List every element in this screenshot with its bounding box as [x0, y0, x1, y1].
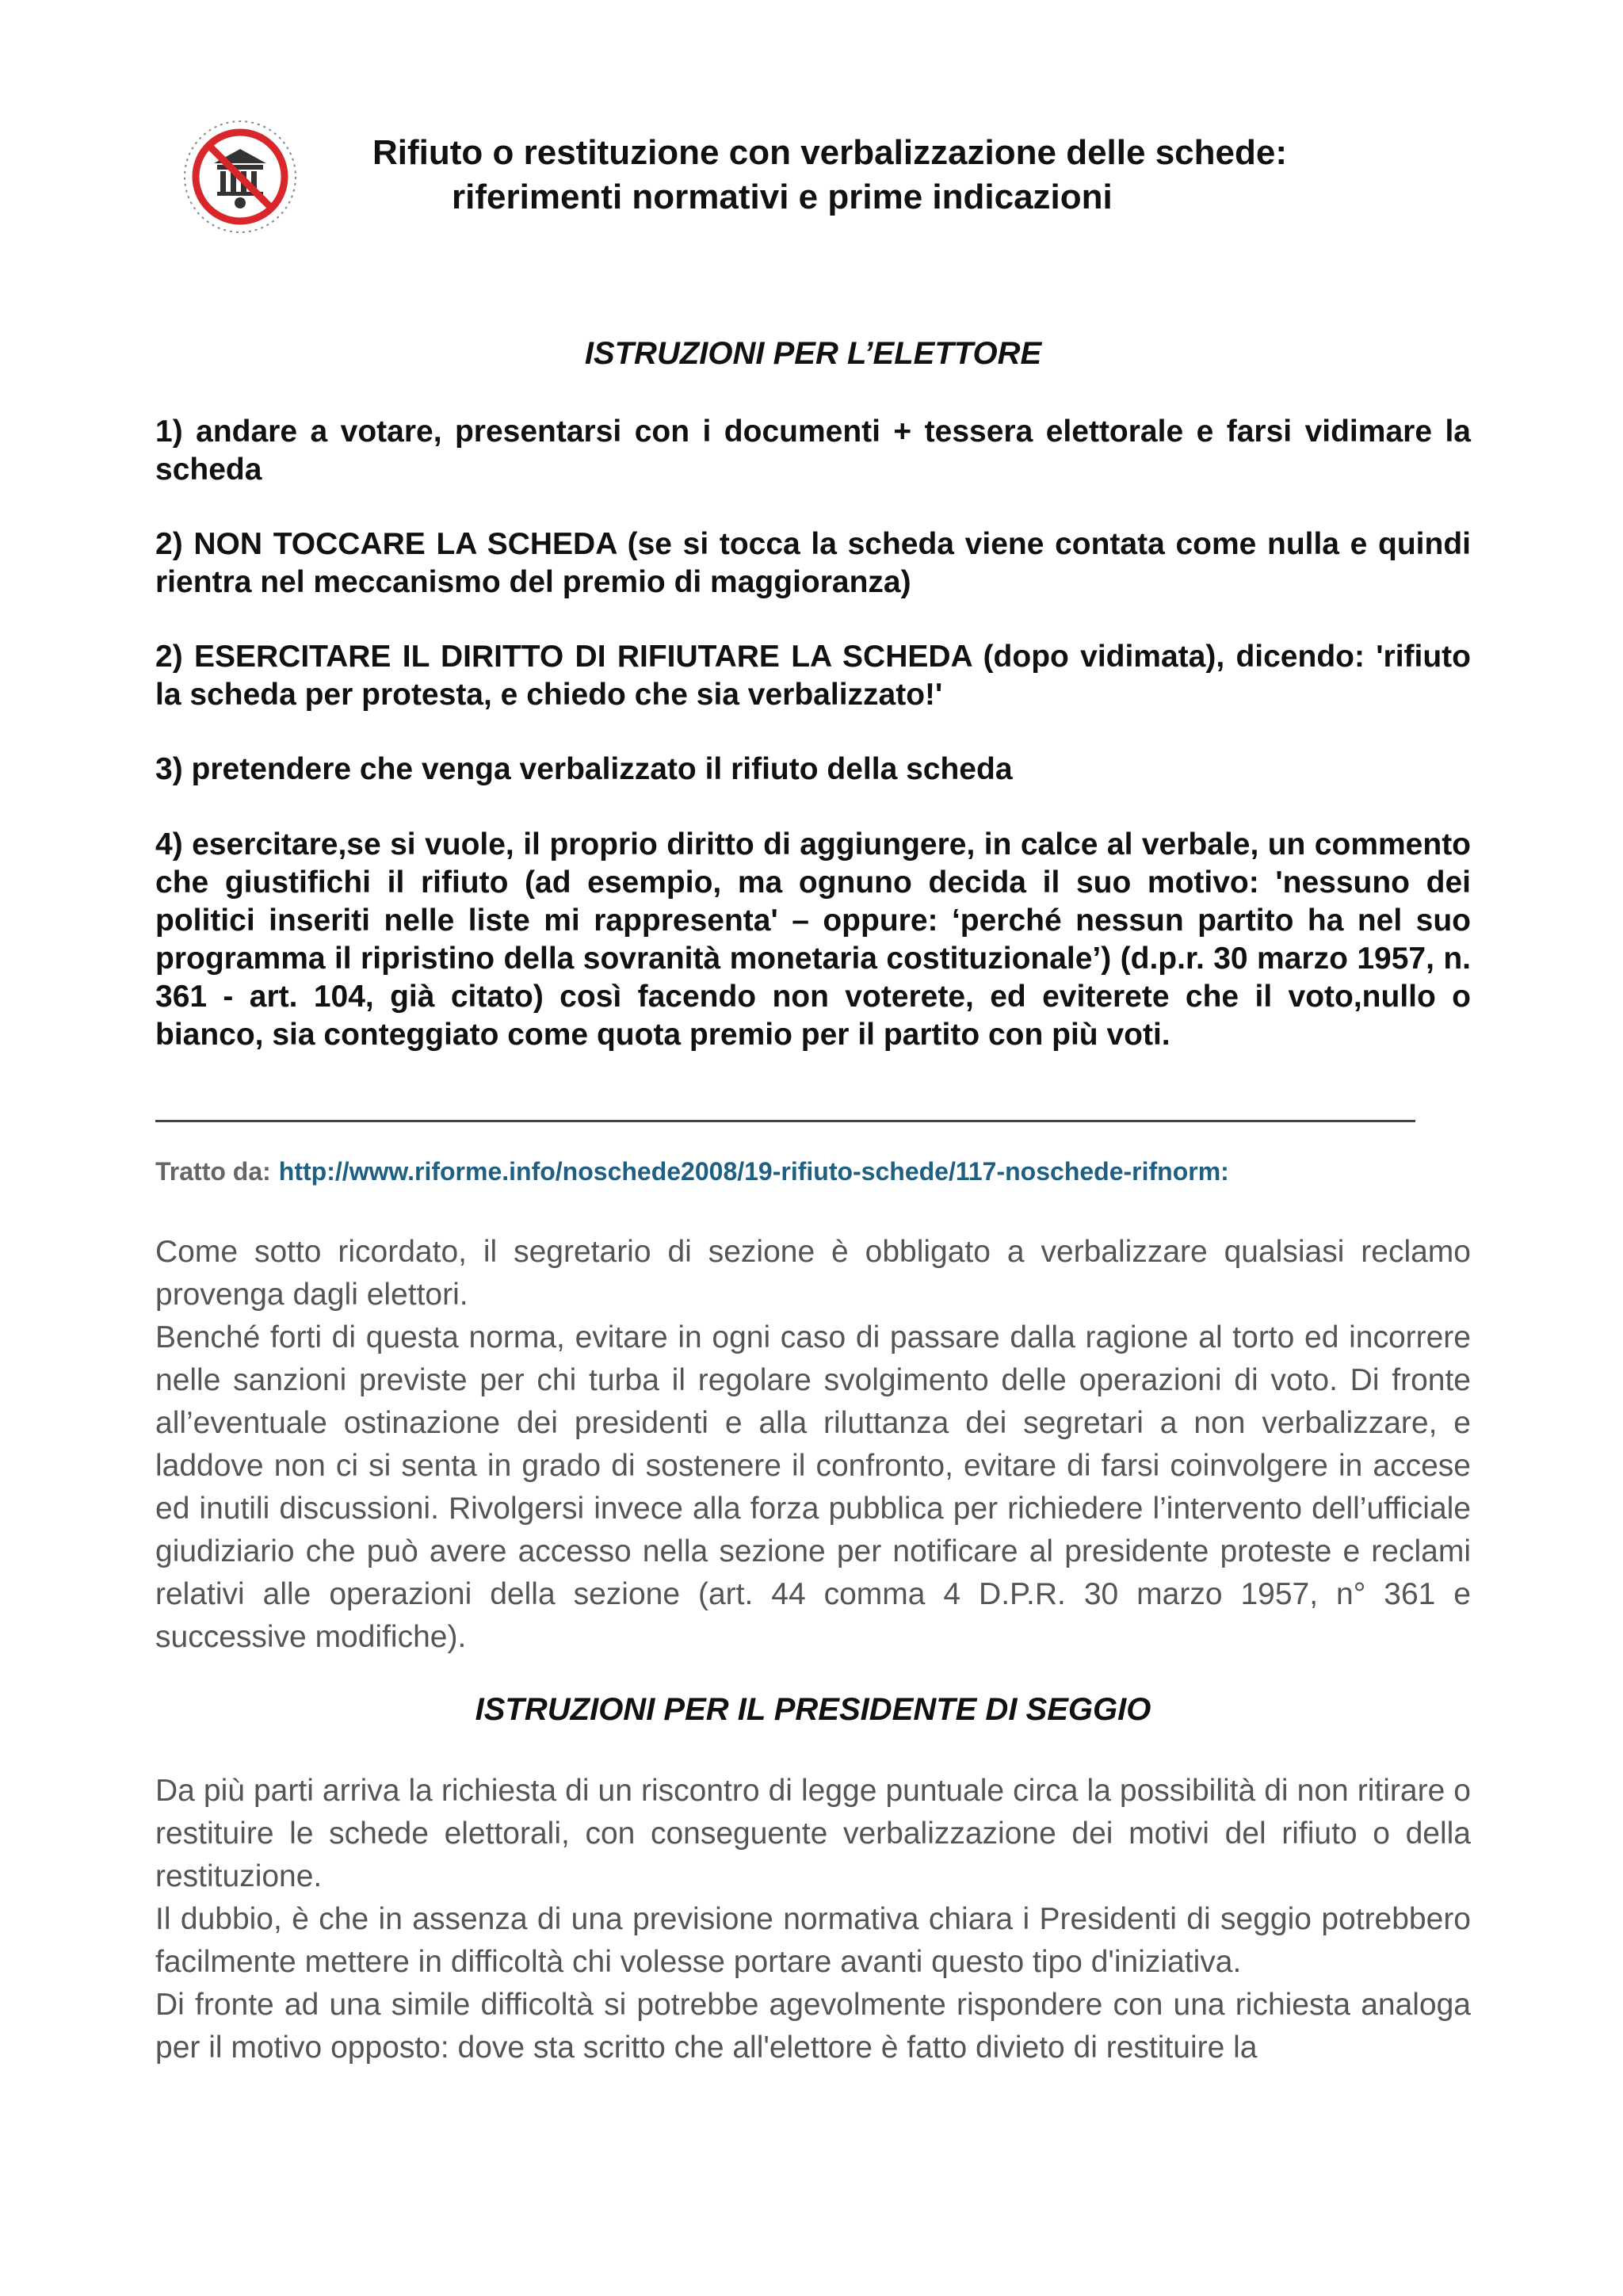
body-paragraph: Di fronte ad una simile difficoltà si potrebbe agevolmente rispondere con una richiesta analoga per il motivo opposto: dove sta scritto che all'elettore è fatto divieto di restituire la: [155, 1988, 1471, 2065]
instruction-item-2b: 2) ESERCITARE IL DIRITTO DI RIFIUTARE LA SCHEDA (dopo vidimata), dicendo: 'rifiuto la scheda per protesta, e chiedo che sia verbalizzato!': [155, 640, 1471, 712]
instruction-item-2: 2) NON TOCCARE LA SCHEDA (se si tocca la scheda viene contata come nulla e quindi rientra nel meccanismo del premio di maggioranza): [155, 527, 1471, 599]
body-section-1: [155, 1231, 1471, 1659]
title-line-1: Rifiuto o restituzione con verbalizzazione delle schede:: [372, 133, 1287, 172]
section-heading-elettore: ISTRUZIONI PER L’ELETTORE: [584, 336, 1042, 371]
source-line: [155, 1157, 1503, 1186]
instruction-item-3: 3) pretendere che venga verbalizzato il rifiuto della scheda: [155, 752, 1013, 786]
source-suffix: :: [1220, 1157, 1229, 1186]
body-paragraph: Da più parti arriva la richiesta di un riscontro di legge puntuale circa la possibilità di non ritirare o restituire le schede elettorali, con conseguente verbalizzazione dei motivi del rifiuto o della restituzione.: [155, 1774, 1471, 1893]
source-label: Tratto da:: [155, 1157, 271, 1186]
instruction-item-4: 4) esercitare,se si vuole, il proprio diritto di aggiungere, in calce al verbale, un commento che giustifichi il rifiuto (ad esempio, ma ognuno decida il suo motivo: 'nessuno dei politici inseriti nelle liste mi rappresenta' – oppure: ‘perché nessun partito ha nel suo programma il ripristino della sovranità monetaria costituzionale’) (d.p.r. 30 marzo 1957, n. 361 - art. 104, già citato) così facendo non voterete, ed eviterete che il voto,nullo o bianco, sia conteggiato come quota premio per il partito con più voti.: [155, 827, 1471, 1052]
body-paragraph: Il dubbio, è che in assenza di una previsione normativa chiara i Presidenti di seggio potrebbero facilmente mettere in difficoltà chi volesse portare avanti questo tipo d'iniziativa.: [155, 1902, 1471, 1979]
source-link[interactable]: http://www.riforme.info/noschede2008/19-rifiuto-schede/117-noschede-rifnorm: [278, 1157, 1221, 1186]
title-line-2: riferimenti normativi e prime indicazioni: [452, 178, 1113, 216]
section-heading-presidente: ISTRUZIONI PER IL PRESIDENTE DI SEGGIO: [475, 1692, 1151, 1727]
no-ballot-logo-icon: [181, 117, 300, 236]
body-paragraph: Benché forti di questa norma, evitare in ogni caso di passare dalla ragione al torto ed incorrere nelle sanzioni previste per chi turba il regolare svolgimento delle operazioni di voto. Di fronte all’eventuale ostinazione dei presidenti e alla riluttanza dei segretari a non verbalizzare, e laddove non ci si senta in grado di sostenere il confronto, evitare di farsi coinvolgere in accese ed inutili discussioni. Rivolgersi invece alla forza pubblica per richiedere l’intervento dell’ufficiale giudiziario che può avere accesso nella sezione per notificare al presidente proteste e reclami relativi alle operazioni della sezione (art. 44 comma 4 D.P.R. 30 marzo 1957, n° 361 e successive modifiche).: [155, 1320, 1471, 1654]
body-paragraph: Come sotto ricordato, il segretario di sezione è obbligato a verbalizzare qualsiasi reclamo provenga dagli elettori.: [155, 1235, 1471, 1312]
body-section-2: [155, 1770, 1471, 2069]
document-title: [372, 131, 1482, 220]
instruction-item-1: 1) andare a votare, presentarsi con i documenti + tessera elettorale e farsi vidimare la scheda: [155, 415, 1471, 487]
horizontal-divider: [155, 1120, 1415, 1122]
